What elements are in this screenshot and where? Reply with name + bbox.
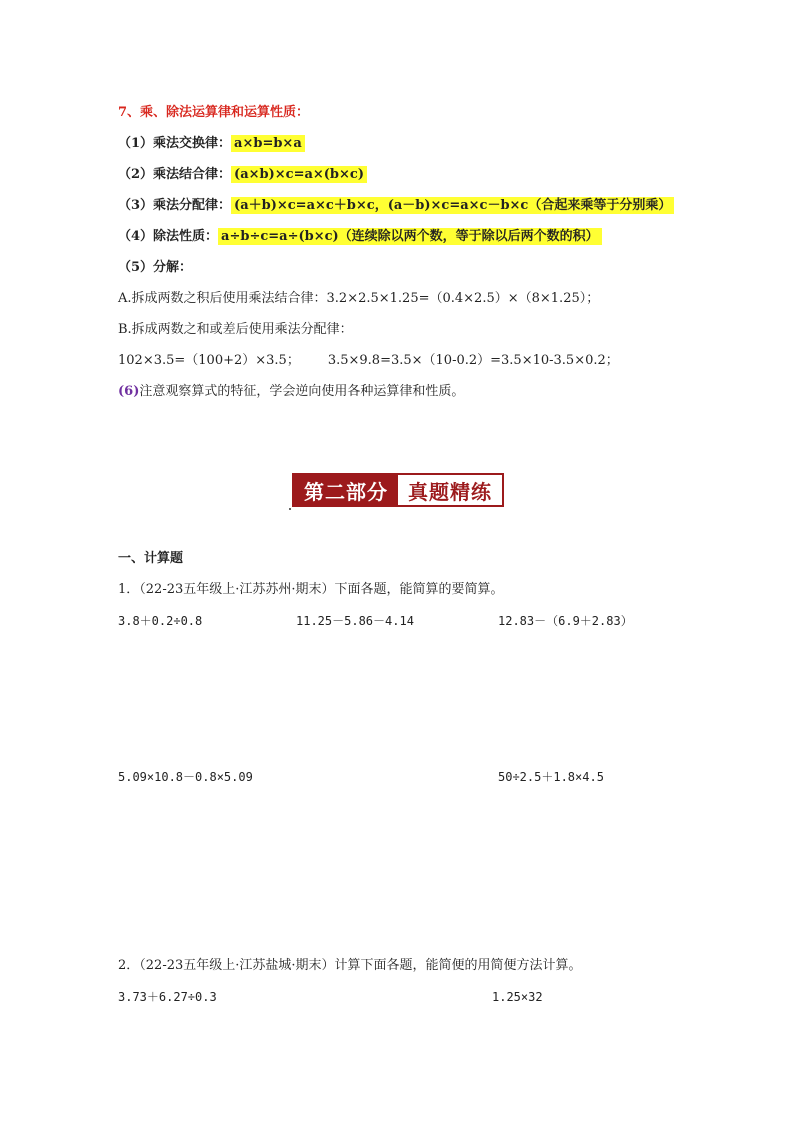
question-1: 1．（22-23五年级上·江苏苏州·期末）下面各题，能简算的要简算。 (118, 582, 504, 597)
q1-expr-1: 3.8＋0.2÷0.8 (118, 614, 203, 628)
decompose-examples (118, 352, 619, 370)
section-7-title: 7、乘、除法运算律和运算性质： (118, 105, 310, 120)
banner-title: 真题精练 (398, 475, 502, 505)
rule-item-4 (118, 228, 602, 246)
part-two-banner (292, 473, 504, 507)
question-2: 2．（22-23五年级上·江苏盐城·期末）计算下面各题，能简便的用简便方法计算。 (118, 958, 582, 973)
rule-formula: (a×b)×c=a×(b×c) (231, 166, 367, 183)
example-1: 102×3.5=（100+2）×3.5； (118, 353, 300, 368)
rule-formula: a×b=b×a (231, 135, 305, 152)
banner-part-label: 第二部分 (294, 475, 398, 505)
example-2: 3.5×9.8=3.5×（10-0.2）=3.5×10-3.5×0.2； (327, 353, 619, 368)
decompose-line-a: A.拆成两数之积后使用乘法结合律：3.2×2.5×1.25=（0.4×2.5）×（8×1.25）； (118, 291, 600, 306)
rule-item-3 (118, 197, 674, 215)
rule-formula: (a＋b)×c=a×c＋b×c，(a－b)×c=a×c－b×c（合起来乘等于分别乘） (231, 197, 674, 214)
rule-item-1 (118, 135, 305, 153)
rule-item-2 (118, 166, 367, 184)
rule-label: （2）乘法结合律： (118, 167, 232, 182)
decompose-line-b: B.拆成两数之和或差后使用乘法分配律： (118, 322, 353, 337)
q2-expr-1: 3.73＋6.27÷0.3 (118, 990, 217, 1004)
rule-formula: a÷b÷c=a÷(b×c)（连续除以两个数，等于除以后两个数的积） (218, 228, 602, 245)
q1-expr-4: 5.09×10.8－0.8×5.09 (118, 770, 253, 784)
rule-item-5: （5）分解： (118, 260, 193, 275)
stray-dot (289, 508, 291, 510)
q1-expr-3: 12.83－（6.9＋2.83） (498, 614, 633, 628)
rule-label: （4）除法性质： (118, 229, 219, 244)
q1-expr-2: 11.25－5.86－4.14 (296, 614, 414, 628)
item-6-number: (6) (118, 384, 140, 399)
rule-label: （1）乘法交换律： (118, 136, 232, 151)
item-6-text: 注意观察算式的特征，学会逆向使用各种运算律和性质。 (139, 384, 465, 399)
q2-expr-2: 1.25×32 (492, 990, 543, 1004)
part-heading: 一、计算题 (118, 551, 184, 566)
q1-expr-5: 50÷2.5＋1.8×4.5 (498, 770, 604, 784)
rule-item-6 (118, 383, 464, 401)
rule-label: （3）乘法分配律： (118, 198, 232, 213)
